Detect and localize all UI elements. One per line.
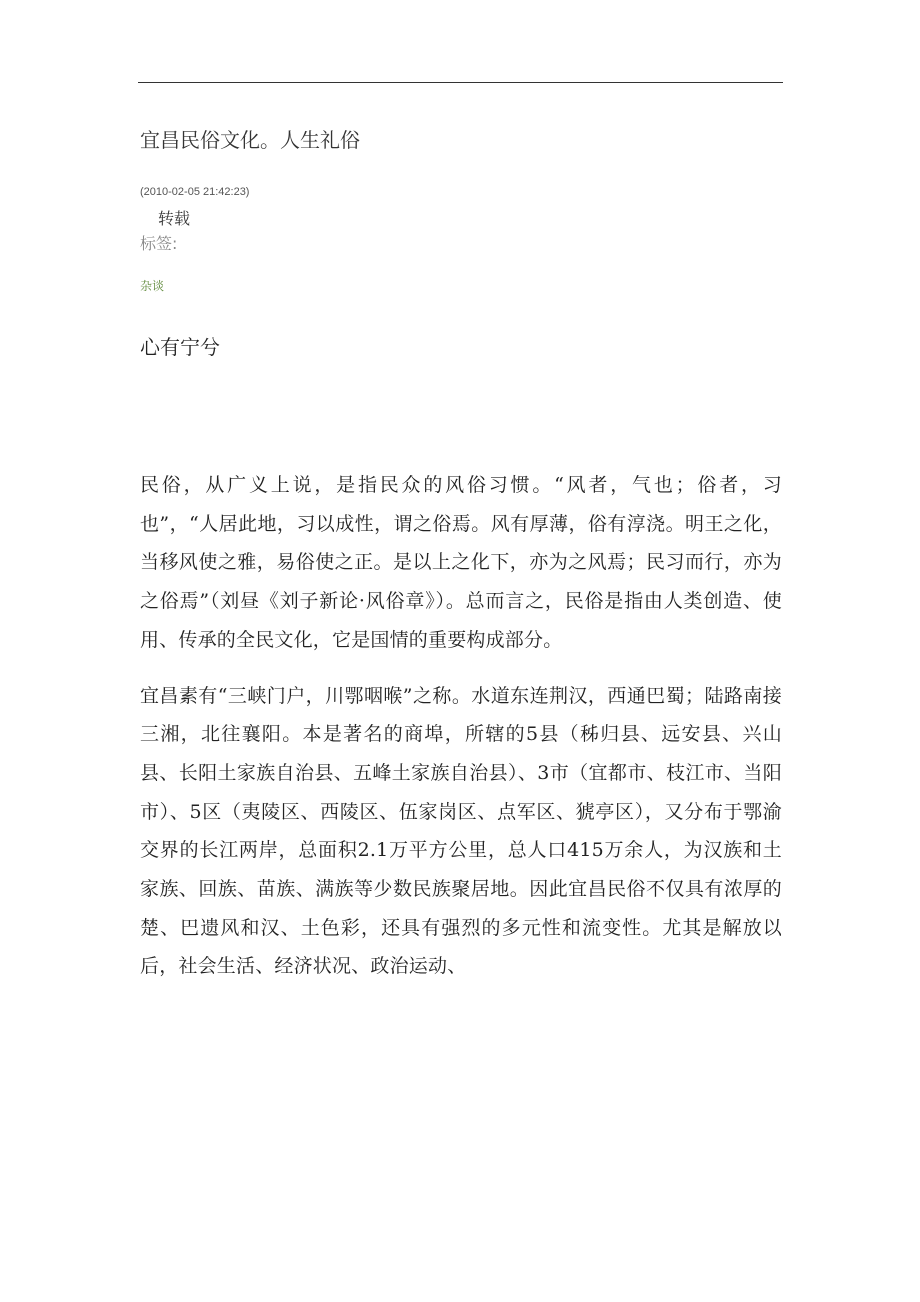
post-title: 宜昌民俗文化。人生礼俗 bbox=[140, 128, 360, 152]
post-timestamp: (2010-02-05 21:42:23) bbox=[140, 186, 250, 198]
top-divider bbox=[138, 82, 783, 83]
author-name: 心有宁兮 bbox=[140, 335, 220, 359]
tags-label: 标签: bbox=[140, 234, 178, 253]
tag-link-chitchat[interactable]: 杂谈 bbox=[140, 279, 165, 293]
article-body bbox=[140, 466, 782, 1003]
article-paragraph: 宜昌素有“三峡门户，川鄂咽喉”之称。水道东连荆汉，西通巴蜀；陆路南接三湘，北往襄阳。本是著名的商埠，所辖的5县（秭归县、远安县、兴山县、长阳土家族自治县、五峰土家族自治县）、3市（宜都市、枝江市、当阳市）、5区（夷陵区、西陵区、伍家岗区、点军区、猇亭区），又分布于鄂渝交界的长江两岸，总面积2.1万平方公里，总人口415万余人，为汉族和土家族、回族、苗族、满族等少数民族聚居地。因此宜昌民俗不仅具有浓厚的楚、巴遗风和汉、土色彩，还具有强烈的多元性和流变性。尤其是解放以后，社会生活、经济状况、政治运动、 bbox=[140, 684, 782, 978]
repost-label: 转载 bbox=[158, 209, 191, 228]
article-paragraph: 民俗，从广义上说，是指民众的风俗习惯。“风者，气也；俗者，习也”，“人居此地，习以成性，谓之俗焉。风有厚薄，俗有淳浇。明王之化，当移风使之雅，易俗使之正。是以上之化下，亦为之风焉；民习而行，亦为之俗焉”（刘昼《刘子新论·风俗章》）。总而言之，民俗是指由人类创造、使用、传承的全民文化，它是国情的重要构成部分。 bbox=[140, 474, 782, 651]
